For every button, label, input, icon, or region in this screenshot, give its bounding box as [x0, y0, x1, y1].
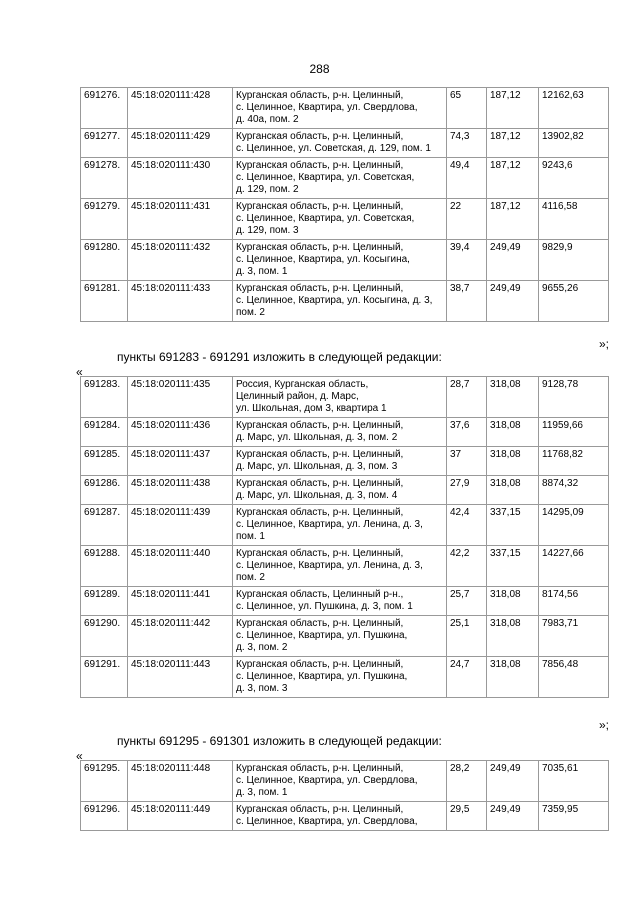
cadastral-value-cell: 9243,6	[539, 158, 609, 199]
address-line: с. Целинное, Квартира, ул. Косыгина,	[236, 254, 410, 265]
cadastral-value-cell: 7359,95	[539, 802, 609, 831]
address-line: д. 3, пом. 3	[236, 683, 288, 694]
cadastral-number-cell: 45:18:020111:429	[128, 129, 233, 158]
address-line: д. Марс, ул. Школьная, д. 3, пом. 2	[236, 432, 398, 443]
table-row	[81, 377, 609, 418]
address-line: с. Целинное, Квартира, ул. Ленина, д. 3,	[236, 519, 423, 530]
area-cell: 74,3	[447, 129, 487, 158]
cadastral-value-cell: 11959,66	[539, 418, 609, 447]
opening-quote-2: «	[76, 749, 83, 763]
cadastral-value-cell: 4116,58	[539, 199, 609, 240]
item-number-cell: 691286.	[81, 476, 128, 505]
address-cell	[233, 802, 447, 831]
address-cell	[233, 88, 447, 129]
item-number-cell: 691290.	[81, 616, 128, 657]
address-cell	[233, 281, 447, 322]
address-line: с. Целинное, Квартира, ул. Пушкина,	[236, 630, 408, 641]
address-cell	[233, 476, 447, 505]
address-cell	[233, 505, 447, 546]
cadastral-number-cell: 45:18:020111:433	[128, 281, 233, 322]
rate-cell: 318,08	[487, 476, 539, 505]
item-number-cell: 691285.	[81, 447, 128, 476]
address-line: Курганская область, р-н. Целинный,	[236, 804, 404, 815]
address-line: Курганская область, р-н. Целинный,	[236, 478, 404, 489]
address-line: Курганская область, р-н. Целинный,	[236, 659, 404, 670]
table-row	[81, 761, 609, 802]
address-line: ул. Школьная, дом 3, квартира 1	[236, 403, 387, 414]
cadastral-number-cell: 45:18:020111:449	[128, 802, 233, 831]
address-cell	[233, 546, 447, 587]
area-cell: 49,4	[447, 158, 487, 199]
item-number-cell: 691276.	[81, 88, 128, 129]
item-number-cell: 691296.	[81, 802, 128, 831]
cadastral-value-cell: 12162,63	[539, 88, 609, 129]
table-row	[81, 802, 609, 831]
table-row	[81, 281, 609, 322]
area-cell: 65	[447, 88, 487, 129]
cadastral-value-cell: 9128,78	[539, 377, 609, 418]
cadastral-number-cell: 45:18:020111:437	[128, 447, 233, 476]
address-line: Курганская область, р-н. Целинный,	[236, 242, 404, 253]
rate-cell: 249,49	[487, 761, 539, 802]
address-cell	[233, 240, 447, 281]
rate-cell: 318,08	[487, 616, 539, 657]
address-line: с. Целинное, ул. Пушкина, д. 3, пом. 1	[236, 601, 413, 612]
area-cell: 28,2	[447, 761, 487, 802]
area-cell: 39,4	[447, 240, 487, 281]
address-line: с. Целинное, Квартира, ул. Пушкина,	[236, 671, 408, 682]
address-cell	[233, 158, 447, 199]
page-number: 288	[309, 62, 330, 76]
area-cell: 37	[447, 447, 487, 476]
rate-cell: 318,08	[487, 447, 539, 476]
address-cell	[233, 199, 447, 240]
table-row	[81, 88, 609, 129]
cadastral-value-cell: 9829,9	[539, 240, 609, 281]
rate-cell: 187,12	[487, 88, 539, 129]
closing-quote-1: »;	[598, 337, 609, 351]
cadastral-number-cell: 45:18:020111:440	[128, 546, 233, 587]
table-row	[81, 476, 609, 505]
rate-cell: 318,08	[487, 377, 539, 418]
table-row	[81, 129, 609, 158]
cadastral-value-cell: 8874,32	[539, 476, 609, 505]
address-line: д. 129, пом. 3	[236, 225, 299, 236]
item-number-cell: 691281.	[81, 281, 128, 322]
address-line: пом. 1	[236, 531, 265, 542]
address-line: Целинный район, д. Марс,	[236, 391, 359, 402]
area-cell: 25,1	[447, 616, 487, 657]
address-line: Курганская область, р-н. Целинный,	[236, 449, 404, 460]
closing-quote-2: »;	[598, 718, 609, 732]
address-line: д. Марс, ул. Школьная, д. 3, пом. 4	[236, 490, 398, 501]
amendment-instruction-2: пункты 691295 - 691301 изложить в следующей редакции:	[117, 734, 442, 748]
address-line: с. Целинное, Квартира, ул. Свердлова,	[236, 102, 418, 113]
item-number-cell: 691287.	[81, 505, 128, 546]
opening-quote-1: «	[76, 365, 83, 379]
address-line: с. Целинное, Квартира, ул. Свердлова,	[236, 775, 418, 786]
cadastral-number-cell: 45:18:020111:448	[128, 761, 233, 802]
address-line: с. Целинное, Квартира, ул. Советская,	[236, 213, 415, 224]
address-line: пом. 2	[236, 307, 265, 318]
rate-cell: 187,12	[487, 158, 539, 199]
area-cell: 24,7	[447, 657, 487, 698]
address-cell	[233, 447, 447, 476]
rate-cell: 187,12	[487, 199, 539, 240]
table-row	[81, 657, 609, 698]
address-line: Курганская область, р-н. Целинный,	[236, 507, 404, 518]
address-line: д. 3, пом. 1	[236, 266, 288, 277]
property-table-1	[80, 87, 609, 322]
address-line: Курганская область, Целинный р-н.,	[236, 589, 404, 600]
area-cell: 28,7	[447, 377, 487, 418]
rate-cell: 318,08	[487, 657, 539, 698]
rate-cell: 249,49	[487, 281, 539, 322]
cadastral-value-cell: 8174,56	[539, 587, 609, 616]
table-row	[81, 616, 609, 657]
cadastral-value-cell: 7035,61	[539, 761, 609, 802]
cadastral-value-cell: 7856,48	[539, 657, 609, 698]
cadastral-number-cell: 45:18:020111:436	[128, 418, 233, 447]
cadastral-number-cell: 45:18:020111:431	[128, 199, 233, 240]
cadastral-value-cell: 7983,71	[539, 616, 609, 657]
address-line: с. Целинное, Квартира, ул. Свердлова,	[236, 816, 418, 827]
address-cell	[233, 418, 447, 447]
rate-cell: 249,49	[487, 240, 539, 281]
address-line: Курганская область, р-н. Целинный,	[236, 763, 404, 774]
cadastral-value-cell: 9655,26	[539, 281, 609, 322]
cadastral-number-cell: 45:18:020111:438	[128, 476, 233, 505]
property-table-2	[80, 376, 609, 698]
address-cell	[233, 587, 447, 616]
cadastral-number-cell: 45:18:020111:430	[128, 158, 233, 199]
address-line: с. Целинное, Квартира, ул. Советская,	[236, 172, 415, 183]
table-row	[81, 418, 609, 447]
address-line: с. Целинное, Квартира, ул. Ленина, д. 3,	[236, 560, 423, 571]
area-cell: 42,4	[447, 505, 487, 546]
item-number-cell: 691289.	[81, 587, 128, 616]
area-cell: 27,9	[447, 476, 487, 505]
address-line: д. 3, пом. 2	[236, 642, 288, 653]
cadastral-number-cell: 45:18:020111:441	[128, 587, 233, 616]
item-number-cell: 691280.	[81, 240, 128, 281]
item-number-cell: 691277.	[81, 129, 128, 158]
rate-cell: 318,08	[487, 418, 539, 447]
rate-cell: 318,08	[487, 587, 539, 616]
address-line: Курганская область, р-н. Целинный,	[236, 131, 404, 142]
table-row	[81, 505, 609, 546]
item-number-cell: 691279.	[81, 199, 128, 240]
address-cell	[233, 657, 447, 698]
cadastral-value-cell: 14227,66	[539, 546, 609, 587]
address-cell	[233, 377, 447, 418]
cadastral-number-cell: 45:18:020111:442	[128, 616, 233, 657]
cadastral-number-cell: 45:18:020111:439	[128, 505, 233, 546]
area-cell: 29,5	[447, 802, 487, 831]
area-cell: 38,7	[447, 281, 487, 322]
area-cell: 42,2	[447, 546, 487, 587]
cadastral-value-cell: 11768,82	[539, 447, 609, 476]
address-line: Курганская область, р-н. Целинный,	[236, 420, 404, 431]
address-line: Курганская область, р-н. Целинный,	[236, 160, 404, 171]
address-line: д. 40а, пом. 2	[236, 114, 299, 125]
address-cell	[233, 616, 447, 657]
amendment-instruction-1: пункты 691283 - 691291 изложить в следующей редакции:	[117, 350, 442, 364]
item-number-cell: 691295.	[81, 761, 128, 802]
cadastral-number-cell: 45:18:020111:443	[128, 657, 233, 698]
cadastral-number-cell: 45:18:020111:428	[128, 88, 233, 129]
address-line: Россия, Курганская область,	[236, 379, 369, 390]
cadastral-number-cell: 45:18:020111:435	[128, 377, 233, 418]
cadastral-value-cell: 14295,09	[539, 505, 609, 546]
rate-cell: 337,15	[487, 505, 539, 546]
property-table-3	[80, 760, 609, 831]
address-line: д. Марс, ул. Школьная, д. 3, пом. 3	[236, 461, 398, 472]
address-line: с. Целинное, ул. Советская, д. 129, пом. 1	[236, 143, 431, 154]
address-line: Курганская область, р-н. Целинный,	[236, 201, 404, 212]
rate-cell: 249,49	[487, 802, 539, 831]
item-number-cell: 691291.	[81, 657, 128, 698]
cadastral-value-cell: 13902,82	[539, 129, 609, 158]
address-line: Курганская область, р-н. Целинный,	[236, 283, 404, 294]
item-number-cell: 691278.	[81, 158, 128, 199]
area-cell: 22	[447, 199, 487, 240]
address-line: Курганская область, р-н. Целинный,	[236, 618, 404, 629]
table-row	[81, 587, 609, 616]
address-line: пом. 2	[236, 572, 265, 583]
cadastral-number-cell: 45:18:020111:432	[128, 240, 233, 281]
address-line: с. Целинное, Квартира, ул. Косыгина, д. 3,	[236, 295, 433, 306]
table-row	[81, 158, 609, 199]
table-row	[81, 447, 609, 476]
table-row	[81, 546, 609, 587]
item-number-cell: 691284.	[81, 418, 128, 447]
rate-cell: 337,15	[487, 546, 539, 587]
address-cell	[233, 129, 447, 158]
table-row	[81, 240, 609, 281]
area-cell: 25,7	[447, 587, 487, 616]
address-line: Курганская область, р-н. Целинный,	[236, 548, 404, 559]
address-cell	[233, 761, 447, 802]
rate-cell: 187,12	[487, 129, 539, 158]
area-cell: 37,6	[447, 418, 487, 447]
table-row	[81, 199, 609, 240]
item-number-cell: 691283.	[81, 377, 128, 418]
address-line: д. 129, пом. 2	[236, 184, 299, 195]
address-line: д. 3, пом. 1	[236, 787, 288, 798]
address-line: Курганская область, р-н. Целинный,	[236, 90, 404, 101]
item-number-cell: 691288.	[81, 546, 128, 587]
